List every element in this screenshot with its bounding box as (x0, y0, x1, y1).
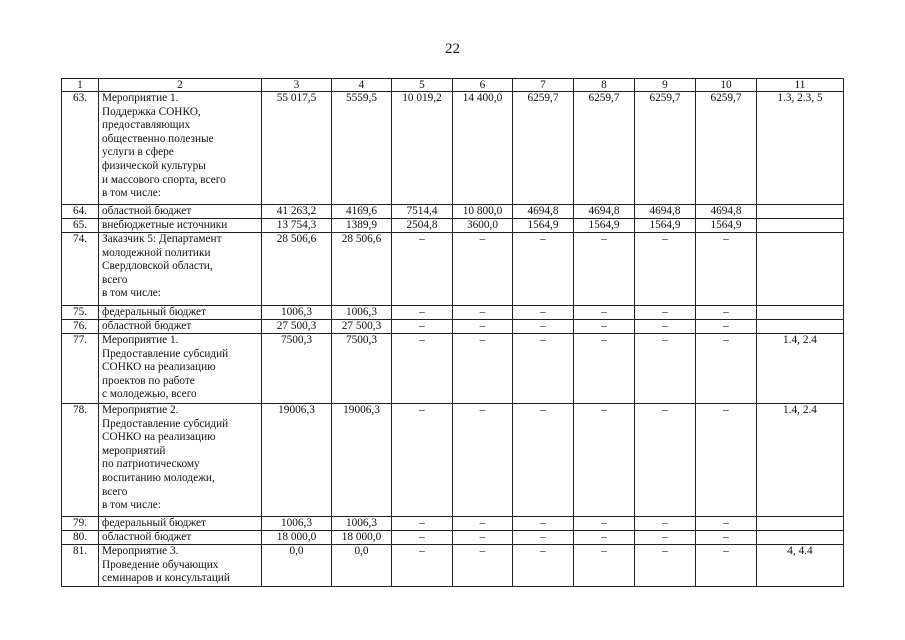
amount-cell-col-8: 4694,8 (574, 205, 635, 219)
row-name (99, 320, 262, 334)
row-name (99, 233, 262, 306)
amount-cell-col-5: – (392, 320, 453, 334)
row-name (99, 517, 262, 531)
amount-cell-col-7: 6259,7 (513, 92, 574, 205)
table-row (62, 306, 844, 320)
amount-cell-col-7: – (513, 320, 574, 334)
row-name-line: Предоставление субсидий (102, 417, 229, 430)
row-number: 79. (62, 517, 99, 531)
amount-cell-col-4: 18 000,0 (332, 531, 392, 545)
row-name-line: услуги в сфере (102, 146, 174, 159)
row-name (99, 531, 262, 545)
row-name-line: Поддержка СОНКО, (102, 105, 201, 118)
amount-cell-col-9: – (635, 517, 696, 531)
amount-cell-col-7: – (513, 306, 574, 320)
amount-cell-col-3: 7500,3 (262, 334, 332, 404)
header-cell: 5 (392, 79, 453, 92)
header-cell: 4 (332, 79, 392, 92)
amount-cell-col-10: 1564,9 (696, 219, 757, 233)
amount-cell-col-7: – (513, 531, 574, 545)
amount-cell-col-8: – (574, 404, 635, 517)
reference-cell: 4, 4.4 (757, 545, 844, 587)
row-number: 65. (62, 219, 99, 233)
amount-cell-col-3: 13 754,3 (262, 219, 332, 233)
amount-cell-col-8: – (574, 545, 635, 587)
amount-cell-col-3: 41 263,2 (262, 205, 332, 219)
amount-cell-col-8: – (574, 334, 635, 404)
amount-cell-col-4: 7500,3 (332, 334, 392, 404)
amount-cell-col-3: 0,0 (262, 545, 332, 587)
amount-cell-col-3: 18 000,0 (262, 531, 332, 545)
amount-cell-col-9: 1564,9 (635, 219, 696, 233)
table-row (62, 219, 844, 233)
amount-cell-col-5: – (392, 531, 453, 545)
amount-cell-col-6: 3600,0 (453, 219, 513, 233)
amount-cell-col-5: – (392, 334, 453, 404)
row-name-line: проектов по работе (102, 374, 195, 387)
amount-cell-col-7: 4694,8 (513, 205, 574, 219)
table-row (62, 517, 844, 531)
row-name (99, 306, 262, 320)
amount-cell-col-8: – (574, 320, 635, 334)
row-name-line: в том числе: (102, 287, 161, 300)
row-number: 76. (62, 320, 99, 334)
page-number: 22 (445, 41, 460, 57)
amount-cell-col-6: – (453, 306, 513, 320)
row-name-line: областной бюджет (102, 531, 192, 543)
amount-cell-col-7: – (513, 334, 574, 404)
reference-cell (757, 205, 844, 219)
amount-cell-col-10: – (696, 320, 757, 334)
row-name-line: областной бюджет (102, 320, 192, 332)
amount-cell-col-10: – (696, 517, 757, 531)
row-number: 74. (62, 233, 99, 306)
row-name (99, 219, 262, 233)
reference-cell (757, 306, 844, 320)
amount-cell-col-7: – (513, 233, 574, 306)
header-row (62, 79, 844, 92)
amount-cell-col-8: – (574, 517, 635, 531)
amount-cell-col-6: – (453, 404, 513, 517)
amount-cell-col-7: 1564,9 (513, 219, 574, 233)
amount-cell-col-4: 28 506,6 (332, 233, 392, 306)
header-cell: 7 (513, 79, 574, 92)
amount-cell-col-9: – (635, 404, 696, 517)
amount-cell-col-6: – (453, 334, 513, 404)
amount-cell-col-9: 6259,7 (635, 92, 696, 205)
amount-cell-col-9: – (635, 531, 696, 545)
amount-cell-col-6: – (453, 531, 513, 545)
row-name-line: Мероприятие 1. (102, 334, 179, 346)
amount-cell-col-6: – (453, 545, 513, 587)
amount-cell-col-5: 7514,4 (392, 205, 453, 219)
row-number: 78. (62, 404, 99, 517)
table-row (62, 205, 844, 219)
header-cell: 9 (635, 79, 696, 92)
row-name-line: общественно полезные (102, 132, 214, 145)
amount-cell-col-3: 1006,3 (262, 306, 332, 320)
amount-cell-col-5: – (392, 233, 453, 306)
amount-cell-col-9: – (635, 334, 696, 404)
amount-cell-col-7: – (513, 545, 574, 587)
row-number: 80. (62, 531, 99, 545)
row-name-line: мероприятий (102, 444, 166, 457)
amount-cell-col-10: 4694,8 (696, 205, 757, 219)
row-name-line: Проведение обучающих (102, 558, 219, 571)
row-name (99, 545, 262, 587)
row-number: 64. (62, 205, 99, 219)
amount-cell-col-10: – (696, 306, 757, 320)
amount-cell-col-10: 6259,7 (696, 92, 757, 205)
row-name-line: по патриотическому (102, 458, 200, 471)
row-number: 75. (62, 306, 99, 320)
amount-cell-col-7: – (513, 517, 574, 531)
amount-cell-col-9: – (635, 320, 696, 334)
amount-cell-col-10: – (696, 404, 757, 517)
amount-cell-col-8: 1564,9 (574, 219, 635, 233)
amount-cell-col-9: – (635, 545, 696, 587)
row-name-line: предоставляющих (102, 119, 191, 132)
amount-cell-col-4: 5559,5 (332, 92, 392, 205)
header-cell: 3 (262, 79, 332, 92)
row-name-line: федеральный бюджет (102, 306, 206, 318)
row-name-line: Свердловской области, (102, 260, 213, 273)
amount-cell-col-9: 4694,8 (635, 205, 696, 219)
header-cell: 2 (99, 79, 262, 92)
row-name-line: Предоставление субсидий (102, 347, 229, 360)
amount-cell-col-3: 19006,3 (262, 404, 332, 517)
row-name-line: Мероприятие 1. (102, 92, 179, 104)
row-name-line: всего (102, 273, 128, 286)
reference-cell (757, 531, 844, 545)
reference-cell: 1.3, 2.3, 5 (757, 92, 844, 205)
amount-cell-col-8: – (574, 531, 635, 545)
amount-cell-col-6: 10 800,0 (453, 205, 513, 219)
amount-cell-col-3: 27 500,3 (262, 320, 332, 334)
reference-cell: 1.4, 2.4 (757, 334, 844, 404)
header-cell: 11 (757, 79, 844, 92)
header-cell: 6 (453, 79, 513, 92)
table-row (62, 404, 844, 517)
row-name-line: в том числе: (102, 499, 161, 512)
table-body (62, 79, 844, 587)
row-name (99, 205, 262, 219)
amount-cell-col-3: 28 506,6 (262, 233, 332, 306)
row-name-line: внебюджетные источники (102, 219, 228, 231)
amount-cell-col-4: 27 500,3 (332, 320, 392, 334)
table-row (62, 233, 844, 306)
amount-cell-col-4: 1006,3 (332, 306, 392, 320)
amount-cell-col-4: 1006,3 (332, 517, 392, 531)
reference-cell (757, 233, 844, 306)
row-name (99, 334, 262, 404)
amount-cell-col-9: – (635, 233, 696, 306)
row-number: 77. (62, 334, 99, 404)
amount-cell-col-6: – (453, 320, 513, 334)
amount-cell-col-5: – (392, 545, 453, 587)
amount-cell-col-5: 10 019,2 (392, 92, 453, 205)
amount-cell-col-4: 0,0 (332, 545, 392, 587)
amount-cell-col-8: – (574, 233, 635, 306)
table-row (62, 320, 844, 334)
amount-cell-col-6: 14 400,0 (453, 92, 513, 205)
row-name-line: Заказчик 5: Департамент (102, 233, 222, 245)
amount-cell-col-6: – (453, 233, 513, 306)
amount-cell-col-5: 2504,8 (392, 219, 453, 233)
row-name-line: воспитанию молодежи, (102, 471, 215, 484)
budget-table (61, 78, 844, 587)
amount-cell-col-6: – (453, 517, 513, 531)
row-name-line: молодежной политики (102, 246, 211, 259)
amount-cell-col-7: – (513, 404, 574, 517)
header-cell: 10 (696, 79, 757, 92)
reference-cell (757, 219, 844, 233)
row-name-line: и массового спорта, всего (102, 173, 226, 186)
reference-cell: 1.4, 2.4 (757, 404, 844, 517)
reference-cell (757, 517, 844, 531)
amount-cell-col-8: – (574, 306, 635, 320)
row-name-line: СОНКО на реализацию (102, 431, 216, 444)
row-name-line: семинаров и консультаций (102, 572, 230, 585)
amount-cell-col-5: – (392, 306, 453, 320)
amount-cell-col-3: 55 017,5 (262, 92, 332, 205)
amount-cell-col-3: 1006,3 (262, 517, 332, 531)
amount-cell-col-4: 1389,9 (332, 219, 392, 233)
table-row (62, 531, 844, 545)
table-row (62, 334, 844, 404)
amount-cell-col-5: – (392, 517, 453, 531)
table-row (62, 92, 844, 205)
amount-cell-col-4: 19006,3 (332, 404, 392, 517)
row-name-line: в том числе: (102, 187, 161, 200)
row-name-line: областной бюджет (102, 205, 192, 217)
reference-cell (757, 320, 844, 334)
row-number: 81. (62, 545, 99, 587)
row-number: 63. (62, 92, 99, 205)
amount-cell-col-4: 4169,6 (332, 205, 392, 219)
amount-cell-col-10: – (696, 545, 757, 587)
row-name (99, 404, 262, 517)
row-name-line: с молодежью, всего (102, 388, 197, 401)
amount-cell-col-9: – (635, 306, 696, 320)
row-name (99, 92, 262, 205)
amount-cell-col-10: – (696, 334, 757, 404)
amount-cell-col-10: – (696, 233, 757, 306)
table-row (62, 545, 844, 587)
row-name-line: Мероприятие 2. (102, 404, 179, 416)
amount-cell-col-5: – (392, 404, 453, 517)
row-name-line: Мероприятие 3. (102, 545, 179, 557)
row-name-line: физической культуры (102, 159, 206, 172)
row-name-line: федеральный бюджет (102, 517, 206, 529)
row-name-line: СОНКО на реализацию (102, 361, 216, 374)
amount-cell-col-8: 6259,7 (574, 92, 635, 205)
row-name-line: всего (102, 485, 128, 498)
header-cell: 8 (574, 79, 635, 92)
amount-cell-col-10: – (696, 531, 757, 545)
header-cell: 1 (62, 79, 99, 92)
